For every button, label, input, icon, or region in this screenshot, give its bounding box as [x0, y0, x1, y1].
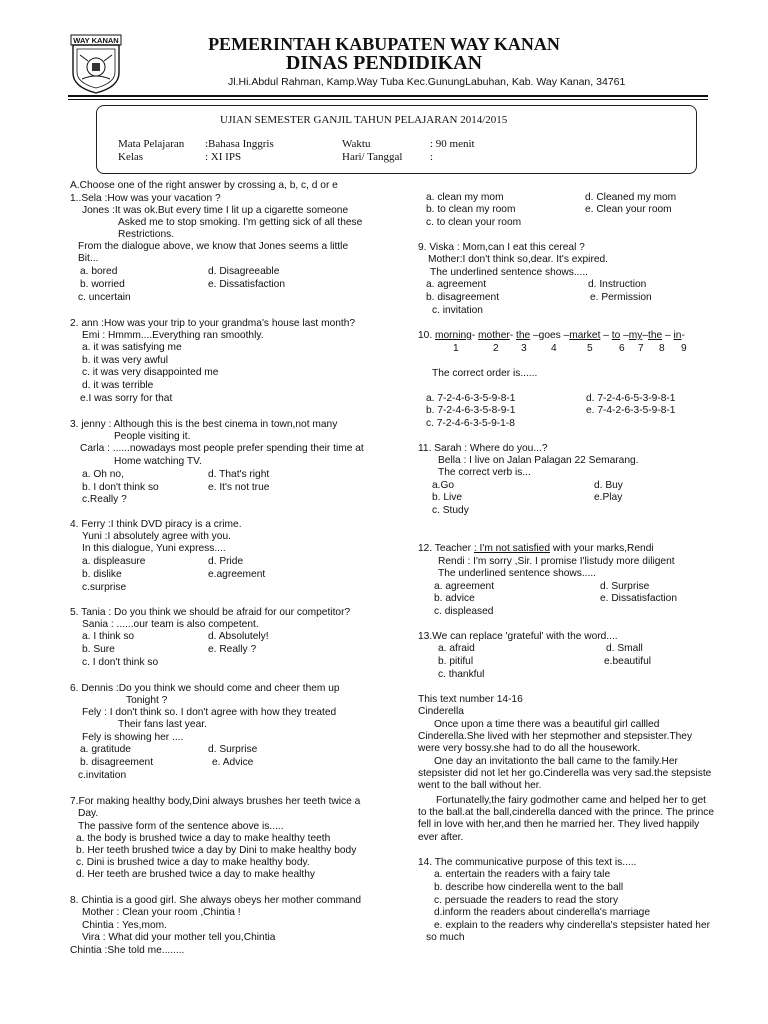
text-line: Emi : Hmmm....Everything ran smoothly.: [82, 330, 264, 341]
text-line: d. Surprise: [600, 581, 650, 592]
exam-title: UJIAN SEMESTER GANJIL TAHUN PELAJARAN 2014/2015: [220, 114, 508, 126]
text-line: Fely : I don't think so. I don't agree with how they treated: [82, 707, 337, 718]
text-line: to the ball.at the ball,cinderella danced with the prince. The prince: [418, 807, 714, 818]
q10-word: in: [673, 330, 682, 341]
text-line: Cinderella: [418, 706, 464, 717]
text-line: c. persuade the readers to read the story: [434, 895, 619, 906]
text-line: 3. jenny : Although this is the best cinema in town,not many: [70, 419, 338, 430]
q10-number: 2: [493, 343, 499, 354]
text-line: d. it was terrible: [82, 380, 154, 391]
text-line: e. Advice: [212, 757, 254, 768]
q10-number: 4: [551, 343, 557, 354]
q10-number: 6: [619, 343, 625, 354]
text-line: b. I don't think so: [82, 482, 159, 493]
text-line: a. bored: [80, 266, 118, 277]
text-line: d. That's right: [208, 469, 270, 480]
q10-sep: –: [620, 330, 629, 341]
header-divider-thick: [68, 95, 708, 97]
text-line: b. disagreement: [426, 292, 500, 303]
text-line: a.Go: [432, 480, 455, 491]
header-government: PEMERINTAH KABUPATEN WAY KANAN: [208, 34, 560, 54]
text-line: 7.For making healthy body,Dini always brushes her teeth twice a: [70, 796, 361, 807]
text-line: b. it was very awful: [82, 355, 169, 366]
text-line: One day an invitationto the ball came to the family.Her: [434, 756, 678, 767]
text-line: 13.We can replace 'grateful' with the word....: [418, 631, 618, 642]
text-line: a. agreement: [426, 279, 487, 290]
q12-underlined: : I'm not satisfied: [473, 543, 551, 554]
q10-word: the: [516, 330, 531, 341]
text-line: a. I think so: [82, 631, 135, 642]
text-line: e. explain to the readers why cinderella's stepsister hated her: [434, 920, 711, 931]
text-line: In this dialogue, Yuni express....: [82, 543, 226, 554]
text-line: Cinderella.She lived with her stepmother and stepsister.They: [418, 731, 693, 742]
text-line: c. to clean your room: [426, 217, 522, 228]
q10-number: 3: [521, 343, 527, 354]
text-line: From the dialogue above, we know that Jones seems a little: [78, 241, 349, 252]
text-line: The underlined sentence shows.....: [430, 267, 589, 278]
text-line: stepsister did not let her go.Cinderella was very sad.the stepsiste: [418, 768, 712, 779]
text-line: a. entertain the readers with a fairy tale: [434, 869, 611, 880]
text-line: 6. Dennis :Do you think we should come and cheer them up: [70, 683, 340, 694]
text-line: Asked me to stop smoking. I'm getting sick of all these: [118, 217, 363, 228]
q10-sentence: 10. morning- mother- the –goes –market – to –my–the – in-: [418, 330, 685, 341]
text-line: e.Play: [594, 492, 623, 503]
date-label: Hari/ Tanggal: [342, 151, 403, 163]
text-line: People visiting it.: [114, 431, 191, 442]
text-line: 5. Tania : Do you think we should be afraid for our competitor?: [70, 607, 351, 618]
time-label: Waktu: [342, 138, 371, 150]
q10-sep: -: [471, 330, 479, 341]
text-line: a. 7-2-4-6-3-5-9-8-1: [426, 393, 516, 404]
text-line: The passive form of the sentence above is.....: [78, 821, 284, 832]
text-line: Mother:I don't think so,dear. It's expired.: [428, 254, 609, 265]
text-line: b. Her teeth brushed twice a day by Dini to make healthy body: [76, 845, 357, 856]
text-line: c. it was very disappointed me: [82, 367, 219, 378]
text-line: Bella : I live on Jalan Palagan 22 Semarang.: [438, 455, 639, 466]
text-line: e. It's not true: [208, 482, 270, 493]
text-line: The correct order is......: [432, 368, 538, 379]
q10-word: the: [648, 330, 663, 341]
q10-word: to: [611, 330, 621, 341]
time-value: : 90 menit: [430, 138, 475, 150]
q10-number: 9: [681, 343, 687, 354]
text-line: 1..Sela :How was your vacation ?: [70, 193, 221, 204]
header-department: DINAS PENDIDIKAN: [285, 52, 483, 74]
class-label: Kelas: [118, 151, 144, 163]
text-line: a. displeasure: [82, 556, 146, 567]
text-line: Sania : ......our team is also competent.: [82, 619, 259, 630]
text-line: b. Sure: [82, 644, 115, 655]
q12-suffix: with your marks,Rendi: [550, 543, 654, 554]
text-line: d. Disagreeable: [208, 266, 280, 277]
text-line: ever after.: [418, 832, 464, 843]
text-line: e. Dissatisfaction: [600, 593, 678, 604]
text-line: Chintia : Yes,mom.: [82, 920, 167, 931]
text-line: e. Permission: [590, 292, 652, 303]
q10-prefix: 10.: [418, 330, 435, 341]
text-line: e.I was sorry for that: [80, 393, 173, 404]
text-line: went to the ball without her.: [418, 780, 542, 791]
header-address: Jl.Hi.Abdul Rahman, Kamp.Way Tuba Kec.GunungLabuhan, Kab. Way Kanan, 34761: [228, 76, 626, 88]
text-line: a. gratitude: [80, 744, 131, 755]
text-line: Chintia :She told me........: [70, 945, 185, 956]
subject-label: Mata Pelajaran: [118, 138, 185, 150]
subject-value: :Bahasa Inggris: [205, 138, 274, 150]
q10-sep: -: [509, 330, 516, 341]
text-line: d. Surprise: [208, 744, 258, 755]
logo-text: WAY KANAN: [73, 36, 119, 45]
text-line: d. Pride: [208, 556, 244, 567]
text-line: Once upon a time there was a beautiful girl callled: [434, 719, 660, 730]
text-line: b. describe how cinderella went to the ball: [434, 882, 624, 893]
text-line: b. pitiful: [438, 656, 474, 667]
q10-sep: –: [642, 330, 648, 341]
text-line: Home watching TV.: [114, 456, 202, 467]
text-line: c. thankful: [438, 669, 485, 680]
text-line: a. it was satisfying me: [82, 342, 182, 353]
text-line: d. Absolutely!: [208, 631, 269, 642]
text-line: d. 7-2-4-6-5-3-9-8-1: [586, 393, 676, 404]
text-line: b. 7-2-4-6-3-5-8-9-1: [426, 405, 516, 416]
text-line: Mother : Clean your room ,Chintia !: [82, 907, 241, 918]
text-line: Carla : ......nowadays most people prefer spending their time at: [80, 443, 364, 454]
text-line: 4. Ferry :I think DVD piracy is a crime.: [70, 519, 242, 530]
text-line: Jones :It was ok.But every time I lit up a cigarette someone: [82, 205, 349, 216]
q10-word: market: [569, 330, 601, 341]
text-line: c.invitation: [78, 770, 127, 781]
text-line: c. Study: [432, 505, 469, 516]
text-line: e.agreement: [208, 569, 266, 580]
text-line: b. disagreement: [80, 757, 154, 768]
text-line: c. 7-2-4-6-3-5-9-1-8: [426, 418, 515, 429]
text-line: 11. Sarah : Where do you...?: [418, 443, 548, 454]
q10-sep: –: [662, 330, 674, 341]
text-line: c. Dini is brushed twice a day to make healthy body.: [76, 857, 310, 868]
q10-word: goes: [538, 330, 561, 341]
text-line: e.beautiful: [604, 656, 652, 667]
text-line: b. Live: [432, 492, 463, 503]
q10-number: 8: [659, 343, 665, 354]
text-line: d. Her teeth are brushed twice a day to make healthy: [76, 869, 315, 880]
text-line: 9. Viska : Mom,can I eat this cereal ?: [418, 242, 585, 253]
text-line: a. agreement: [434, 581, 495, 592]
q10-word: my: [628, 330, 643, 341]
text-line: Their fans last year.: [118, 719, 207, 730]
text-line: b. worried: [80, 279, 125, 290]
text-line: were very bossy.she had to do all the housework.: [418, 743, 641, 754]
text-line: Yuni :I absolutely agree with you.: [82, 531, 231, 542]
text-line: d. Small: [606, 643, 643, 654]
text-line: e. Really ?: [208, 644, 257, 655]
text-line: c.surprise: [82, 582, 127, 593]
text-line: c.Really ?: [82, 494, 127, 505]
text-line: d. Buy: [594, 480, 623, 491]
text-line: a. the body is brushed twice a day to make healthy teeth: [76, 833, 331, 844]
text-line: c. I don't think so: [82, 657, 159, 668]
q10-sep: –: [600, 330, 612, 341]
q12-line: [418, 543, 654, 556]
text-line: fell in love with her,and then he married her. They lived happily: [418, 819, 700, 830]
text-line: b. dislike: [82, 569, 122, 580]
text-line: Rendi : I'm sorry ,Sir. I promise I'listudy more diligent: [438, 556, 675, 567]
text-line: c. displeased: [434, 606, 494, 617]
text-line: a. Oh no,: [82, 469, 124, 480]
text-line: A.Choose one of the right answer by crossing a, b, c, d or e: [70, 180, 338, 191]
class-value: : XI IPS: [205, 151, 242, 163]
text-line: e. 7-4-2-6-3-5-9-8-1: [586, 405, 676, 416]
text-line: c. invitation: [432, 305, 483, 316]
header-divider-thin: [68, 99, 708, 100]
q10-number: 1: [453, 343, 459, 354]
date-value: :: [430, 151, 434, 163]
text-line: Tonight ?: [126, 695, 168, 706]
text-line: 2. ann :How was your trip to your grandma's house last month?: [70, 318, 356, 329]
text-line: Vira : What did your mother tell you,Chintia: [82, 932, 276, 943]
q10-number: 7: [638, 343, 644, 354]
text-line: 14. The communicative purpose of this text is.....: [418, 857, 637, 868]
text-line: a. clean my mom: [426, 192, 504, 203]
q10-word: mother: [478, 330, 510, 341]
text-line: a. afraid: [438, 643, 475, 654]
text-line: Day.: [78, 808, 99, 819]
text-line: Fely is showing her ....: [82, 732, 184, 743]
text-line: c. uncertain: [78, 292, 131, 303]
text-line: e. Clean your room: [585, 204, 672, 215]
text-line: d. Cleaned my mom: [585, 192, 677, 203]
q12-prefix: 12. Teacher: [418, 543, 474, 554]
text-line: so much: [426, 932, 465, 943]
text-line: e. Dissatisfaction: [208, 279, 286, 290]
text-line: b. advice: [434, 593, 475, 604]
text-line: Fortunatelly,the fairy godmother came and helped her to get: [436, 795, 706, 806]
q10-number: 5: [587, 343, 593, 354]
text-line: Bit...: [78, 253, 99, 264]
text-line: Restrictions.: [118, 229, 175, 240]
text-line: 8. Chintia is a good girl. She always obeys her mother command: [70, 895, 362, 906]
text-line: This text number 14-16: [418, 694, 523, 705]
text-line: The underlined sentence shows.....: [438, 568, 597, 579]
text-line: d. Instruction: [588, 279, 647, 290]
text-line: d.inform the readers about cinderella's marriage: [434, 907, 650, 918]
q10-word: morning: [435, 330, 472, 341]
text-line: The correct verb is...: [438, 467, 531, 478]
text-line: b. to clean my room: [426, 204, 516, 215]
